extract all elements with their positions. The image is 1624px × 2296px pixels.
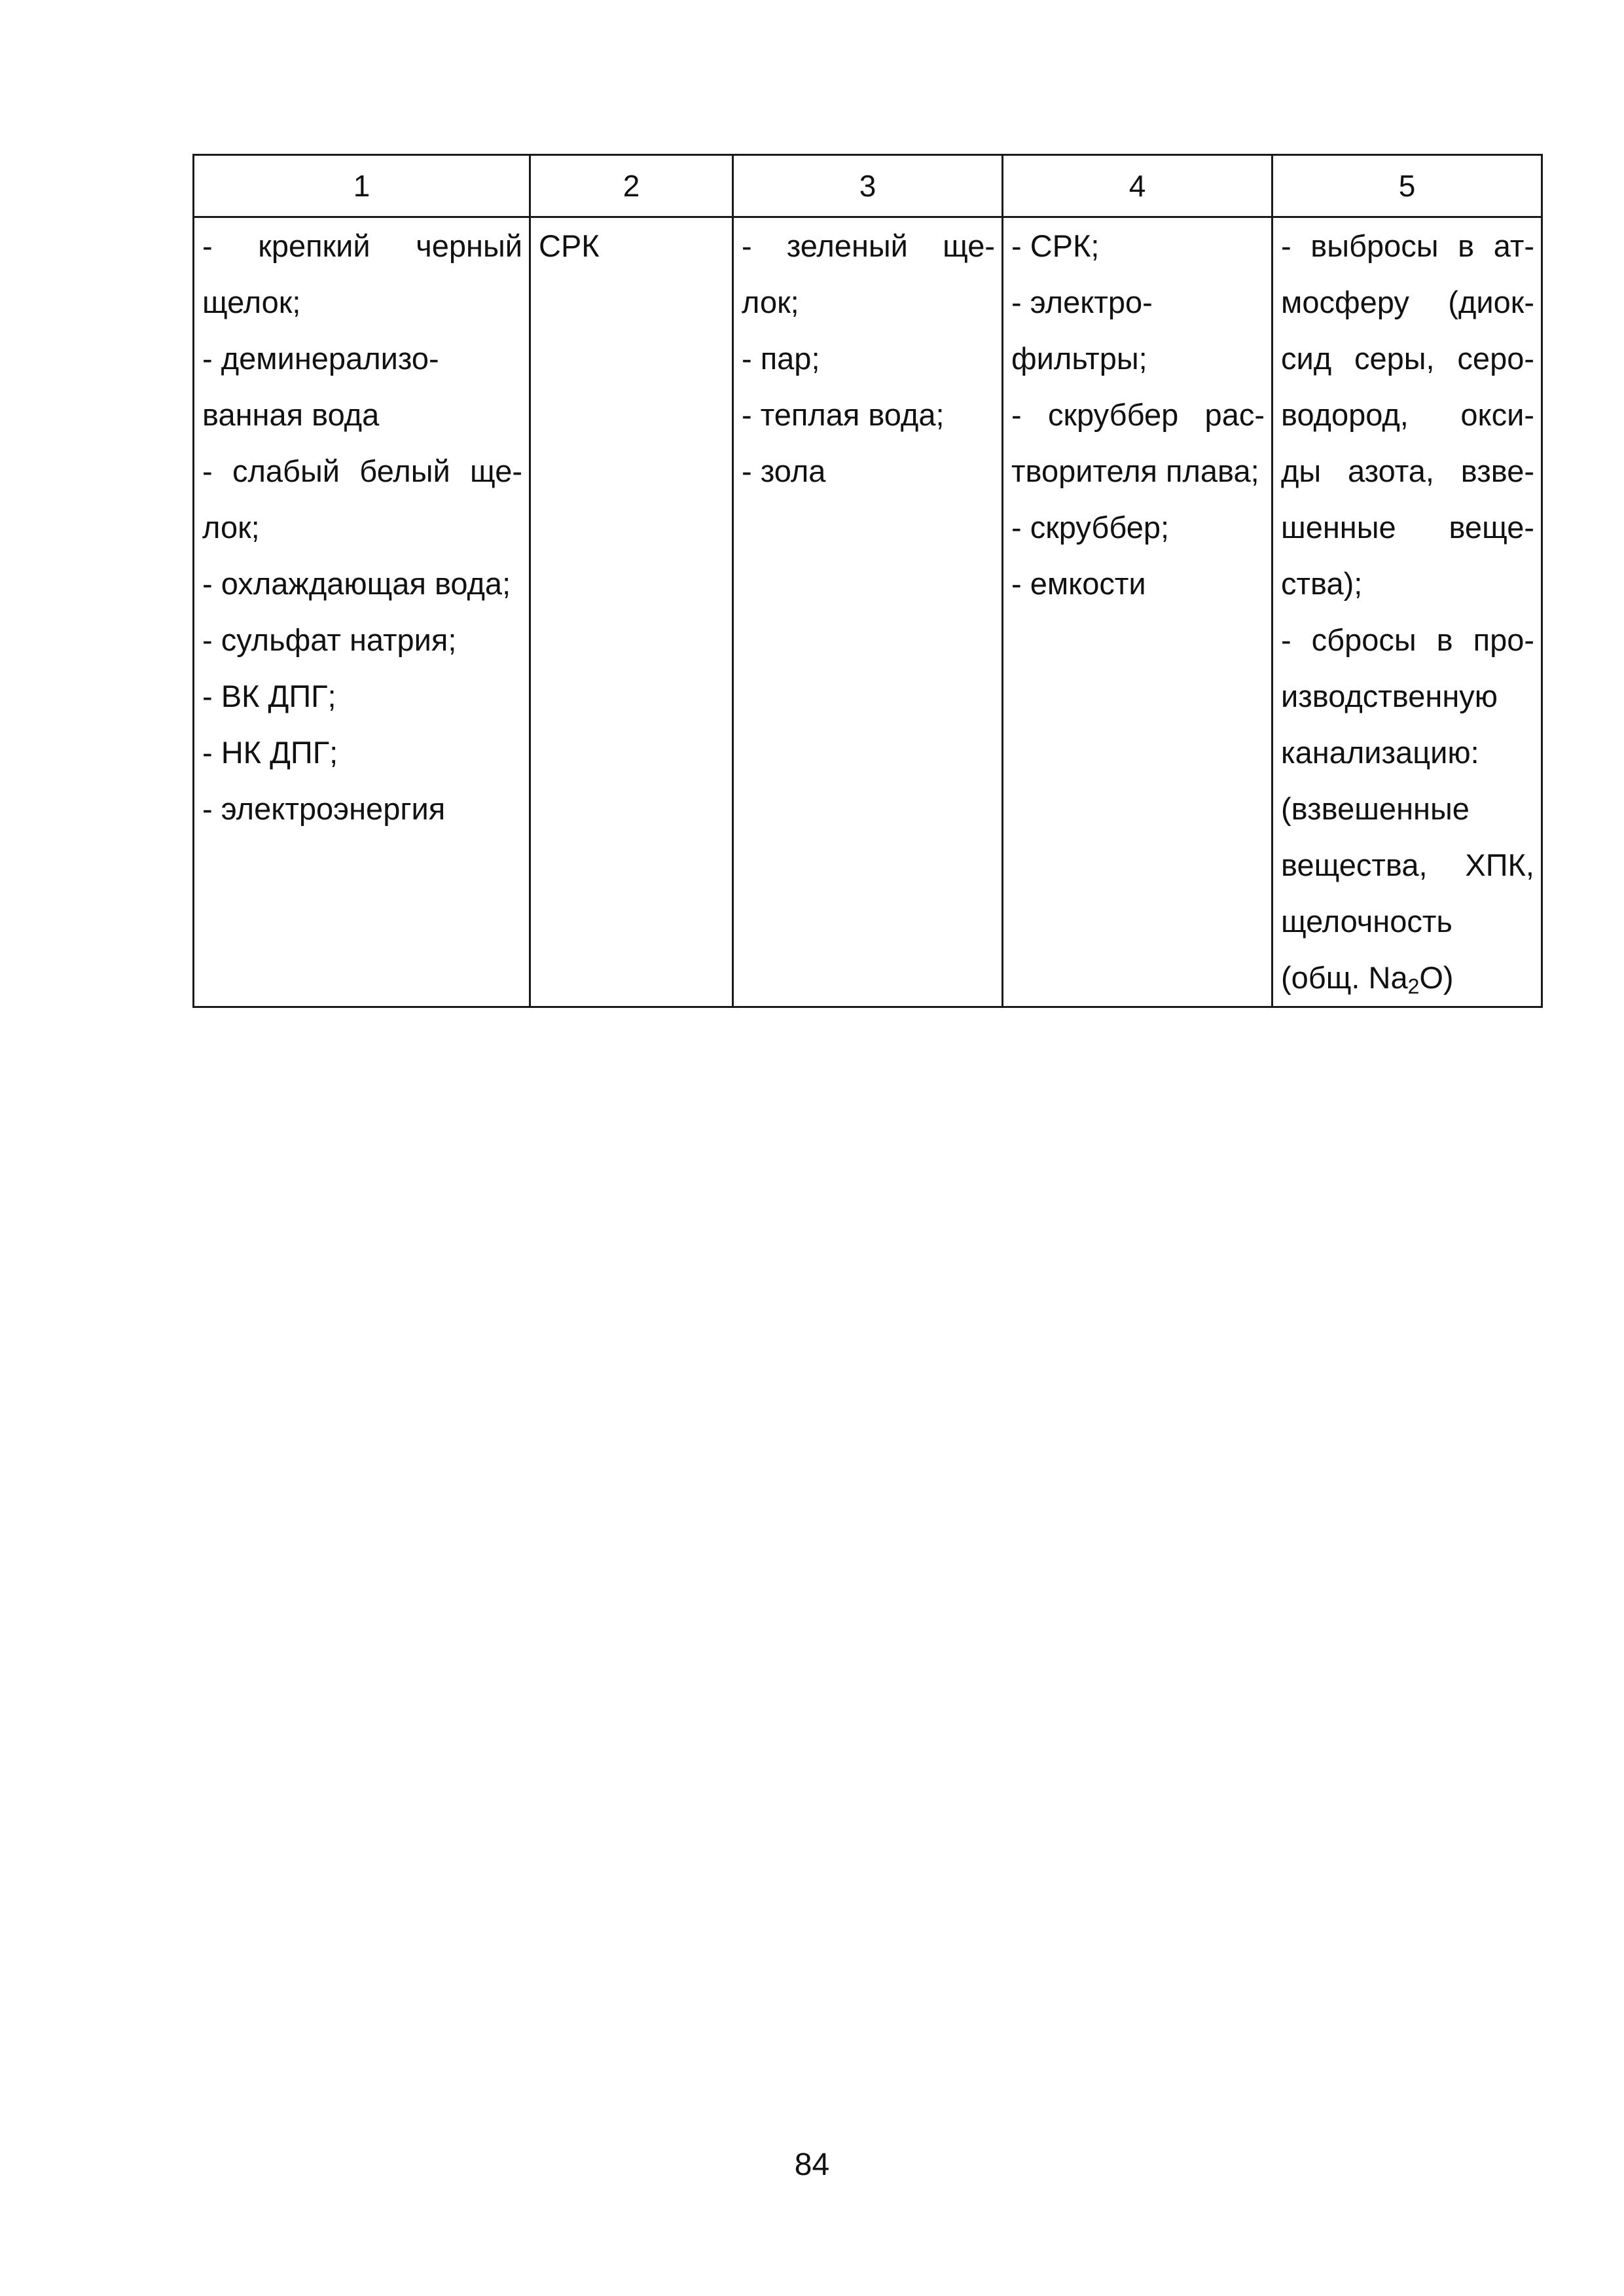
cell-line: - СРК; (1011, 228, 1100, 263)
cell-line: творителя плава; (1011, 454, 1259, 488)
cell-line: щелочность (1281, 904, 1453, 939)
data-table (192, 154, 1543, 1008)
cell-line: канализацию: (1281, 735, 1479, 770)
cell-line: ванная вода (202, 397, 380, 432)
cell-line: - деминерализо- (202, 341, 439, 376)
cell-line-formula (1281, 950, 1534, 1006)
cell-line: изводственную (1281, 679, 1498, 713)
cell-line: - крепкий черный (202, 228, 522, 263)
cell-line: лок; (202, 510, 260, 545)
cell-line: лок; (742, 285, 799, 319)
cell-line: - ВК ДПГ; (202, 679, 336, 713)
formula-subscript: 2 (1407, 975, 1420, 998)
cell-line: вещества, ХПК, (1281, 848, 1534, 882)
cell-line: - зола (742, 454, 826, 488)
cell-line: - сульфат натрия; (202, 622, 457, 657)
table-header-row (194, 155, 1542, 217)
formula-prefix: (общ. Na (1281, 960, 1408, 995)
cell-line: - НК ДПГ; (202, 735, 338, 770)
cell-line: (взвешенные (1281, 791, 1470, 826)
cell-line: - электроэнергия (202, 791, 446, 826)
formula-suffix: O) (1419, 960, 1454, 995)
cell-line: - охлаждающая вода; (202, 566, 511, 601)
cell-line: - выбросы в ат- (1281, 228, 1534, 263)
column-header-3: 3 (733, 155, 1003, 217)
cell-line: - скруббер; (1011, 510, 1170, 545)
page-number: 84 (794, 2147, 830, 2182)
cell-line: мосферу (диок- (1281, 285, 1534, 319)
table-cell-stage (530, 217, 733, 1007)
table-cell-inputs (194, 217, 530, 1007)
cell-line: - пар; (742, 341, 820, 376)
cell-line: сид серы, серо- (1281, 341, 1534, 376)
table-cell-outputs (733, 217, 1003, 1007)
cell-line: ды азота, взве- (1281, 454, 1534, 488)
cell-line: - емкости (1011, 566, 1146, 601)
column-header-1: 1 (194, 155, 530, 217)
cell-line: ства); (1281, 566, 1363, 601)
cell-line: - теплая вода; (742, 397, 945, 432)
cell-line: шенные веще- (1281, 510, 1534, 545)
column-header-4: 4 (1003, 155, 1272, 217)
cell-line: щелок; (202, 285, 301, 319)
table-cell-emissions (1272, 217, 1542, 1007)
column-header-5: 5 (1272, 155, 1542, 217)
column-header-2: 2 (530, 155, 733, 217)
cell-line: фильтры; (1011, 341, 1147, 376)
cell-line: - скруббер рас- (1011, 397, 1265, 432)
table-row (194, 217, 1542, 1007)
cell-line: водород, окси- (1281, 397, 1534, 432)
cell-line: - электро- (1011, 285, 1153, 319)
cell-line: - сбросы в про- (1281, 622, 1534, 657)
cell-line: - слабый белый ще- (202, 454, 522, 488)
table-cell-equipment (1003, 217, 1272, 1007)
cell-line: - зеленый ще- (742, 228, 995, 263)
cell-line: СРК (539, 228, 600, 263)
